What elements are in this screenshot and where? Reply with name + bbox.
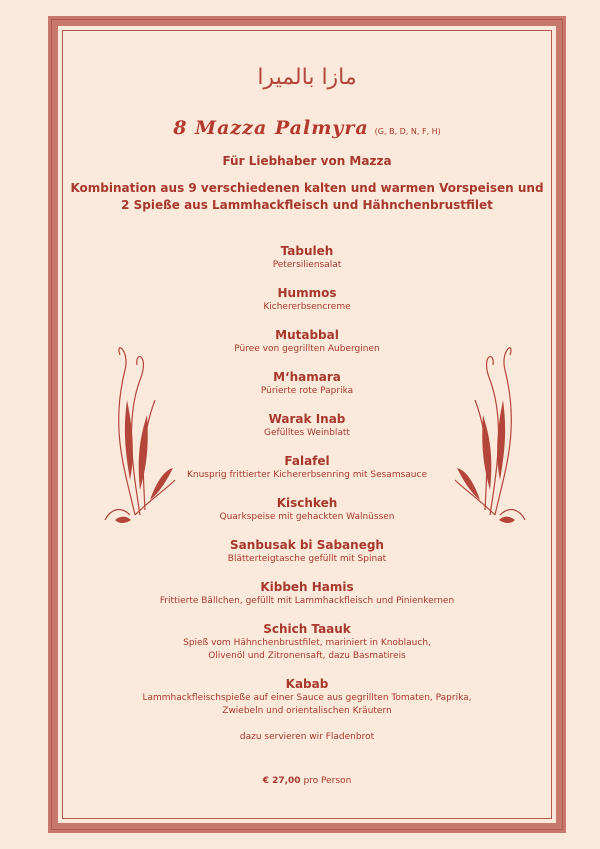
- menu-title-row: [70, 116, 544, 140]
- dish-name: Kibbeh Hamis: [260, 580, 354, 594]
- dish-name: Kabab: [285, 677, 329, 691]
- dish-name: Mutabbal: [275, 328, 339, 342]
- dish-name: Sanbusak bi Sabanegh: [230, 538, 384, 552]
- dish-item: [70, 328, 544, 356]
- dish-name: M‘hamara: [273, 370, 341, 384]
- dish-item: [70, 412, 544, 440]
- dish-item: [70, 538, 544, 566]
- dish-description: Frittierte Bällchen, gefüllt mit Lammhackfleisch und Pinienkernen: [159, 596, 455, 606]
- dish-description: Püree von gegrillten Auberginen: [234, 344, 380, 354]
- dish-item: [70, 580, 544, 608]
- menu-content: [70, 58, 544, 786]
- dish-item: [70, 454, 544, 482]
- menu-subtitle: Für Liebhaber von Mazza: [222, 154, 392, 168]
- dish-description: Knusprig frittierter Kichererbsenring mit Sesamsauce: [186, 470, 427, 480]
- dish-name: Tabuleh: [280, 244, 334, 258]
- dish-description: Gefülltes Weinblatt: [264, 428, 350, 438]
- dish-item: [70, 496, 544, 524]
- dish-item: [70, 677, 544, 718]
- price-line: [70, 776, 544, 786]
- dish-description: Blätterteigtasche gefüllt mit Spinat: [227, 554, 387, 564]
- dish-list: [70, 244, 544, 718]
- dish-name: Kischkeh: [276, 496, 338, 510]
- dish-item: [70, 622, 544, 663]
- dish-name: Hummos: [277, 286, 337, 300]
- allergen-codes: (G, B, D, N, F, H): [374, 127, 441, 136]
- dish-description: Quarkspeise mit gehackten Walnüssen: [219, 512, 395, 522]
- dish-description: Petersiliensalat: [272, 260, 342, 270]
- dish-item: [70, 244, 544, 272]
- dish-name: Falafel: [284, 454, 330, 468]
- dish-item: [70, 286, 544, 314]
- dish-description: Kichererbsencreme: [263, 302, 351, 312]
- menu-title: 8 Mazza Palmyra: [173, 117, 369, 139]
- arabic-title: مازا بالميرا: [257, 65, 357, 90]
- dish-name: Schich Taauk: [263, 622, 351, 636]
- bread-note: dazu servieren wir Fladenbrot: [239, 732, 375, 742]
- price-unit: pro Person: [303, 776, 352, 786]
- price-amount: € 27,00: [262, 776, 301, 786]
- menu-description: Kombination aus 9 verschiedenen kalten und warmen Vorspeisen und 2 Spieße aus Lammhackfleisch und Hähnchenbrustfilet: [70, 181, 544, 212]
- dish-description: Pürierte rote Paprika: [260, 386, 354, 396]
- dish-name: Warak Inab: [268, 412, 346, 426]
- dish-description: Lammhackfleischspieße auf einer Sauce aus gegrillten Tomaten, Paprika, Zwiebeln und orientalischen Kräutern: [142, 693, 472, 716]
- dish-description: Spieß vom Hähnchenbrustfilet, mariniert in Knoblauch, Olivenöl und Zitronensaft, dazu Basmatireis: [183, 638, 431, 661]
- dish-item: [70, 370, 544, 398]
